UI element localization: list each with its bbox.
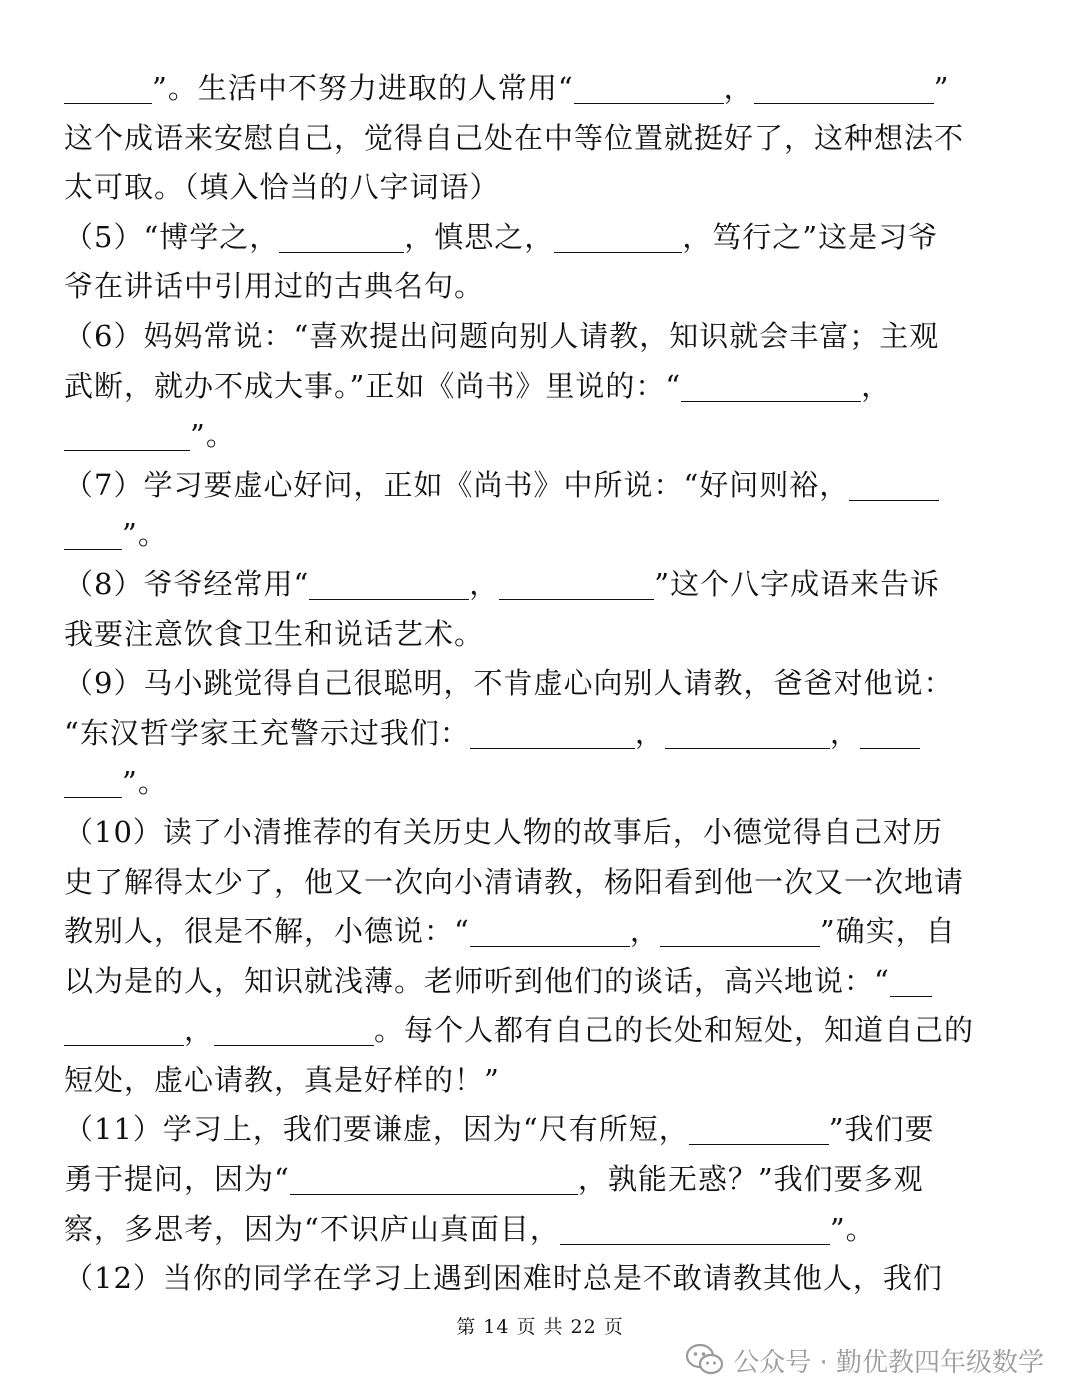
text-segment: ，慎思之， xyxy=(404,219,555,254)
answer-blank[interactable] xyxy=(860,718,920,749)
text-segment: ”。 xyxy=(829,1211,876,1246)
answer-blank[interactable] xyxy=(470,916,630,947)
text-line xyxy=(64,907,1016,957)
text-line xyxy=(64,411,1016,461)
text-segment: 爷在讲话中引用过的古典名句。 xyxy=(64,269,485,304)
text-line xyxy=(64,163,1016,213)
text-segment: 史了解得太少了，他又一次向小清请教，杨阳看到他一次又一次地请 xyxy=(64,864,965,899)
answer-blank[interactable] xyxy=(64,420,190,451)
watermark-text: 公众号 · 勤优教四年级数学 xyxy=(733,1347,1044,1378)
text-segment: ”。 xyxy=(122,765,168,800)
text-segment: 短处，虚心请教，真是好样的！” xyxy=(64,1062,500,1097)
text-segment: 太可取。（填入恰当的八字词语） xyxy=(64,170,500,205)
text-line xyxy=(64,709,1016,759)
text-line xyxy=(64,610,1016,660)
text-segment: ”这个八字成语来告诉 xyxy=(654,566,941,601)
answer-blank[interactable] xyxy=(214,1015,374,1046)
text-line xyxy=(64,560,1016,610)
answer-blank[interactable] xyxy=(681,371,861,402)
text-segment: 以为是的人，知识就浅薄。老师听到他们的谈话，高兴地说：“ xyxy=(64,963,890,998)
text-segment: （6）妈妈常说：“喜欢提出问题向别人请教，知识就会丰富；主观 xyxy=(64,318,940,353)
text-segment: 勇于提问，因为“ xyxy=(64,1162,290,1197)
answer-blank[interactable] xyxy=(849,470,939,501)
text-segment: ， xyxy=(634,715,665,750)
wechat-icon xyxy=(685,1343,725,1377)
answer-blank[interactable] xyxy=(660,916,820,947)
text-line xyxy=(64,213,1016,263)
text-segment: （9）马小跳觉得自己很聪明，不肯虚心向别人请教，爸爸对他说： xyxy=(64,666,954,701)
text-segment: ”。生活中不努力进取的人常用“ xyxy=(152,71,574,105)
text-segment: ”确实，自 xyxy=(819,914,956,949)
answer-blank[interactable] xyxy=(64,73,152,104)
text-line xyxy=(64,461,1016,511)
answer-blank[interactable] xyxy=(574,73,724,104)
answer-blank[interactable] xyxy=(64,519,122,550)
text-segment: ”我们要 xyxy=(828,1112,935,1147)
text-line xyxy=(64,1205,1016,1255)
text-segment: ”。 xyxy=(190,418,236,453)
page-number: 第 14 页 共 22 页 xyxy=(456,1316,624,1338)
answer-blank[interactable] xyxy=(554,222,682,253)
text-segment: 武断，就办不成大事。”正如《尚书》里说的：“ xyxy=(64,368,682,403)
answer-blank[interactable] xyxy=(279,222,404,253)
text-line xyxy=(64,808,1016,858)
text-segment: 我要注意饮食卫生和说话艺术。 xyxy=(64,616,485,651)
text-segment: “东汉哲学家王充警示过我们： xyxy=(64,715,470,750)
answer-blank[interactable] xyxy=(64,767,122,798)
text-segment: （10）读了小清推荐的有关历史人物的故事后，小德觉得自己对历 xyxy=(64,814,943,849)
answer-blank[interactable] xyxy=(689,1114,829,1145)
text-segment: ， xyxy=(723,71,754,105)
answer-blank[interactable] xyxy=(499,569,654,600)
text-line xyxy=(64,64,1016,114)
text-segment: ， xyxy=(469,566,500,601)
text-line xyxy=(64,362,1016,412)
answer-blank[interactable] xyxy=(470,718,635,749)
text-line xyxy=(64,510,1016,560)
text-segment: 察，多思考，因为“不识庐山真面目， xyxy=(64,1211,560,1246)
text-line xyxy=(64,1105,1016,1155)
text-line xyxy=(64,1155,1016,1205)
text-line xyxy=(64,1006,1016,1056)
text-segment: （12）当你的同学在学习上遇到困难时总是不敢请教其他人，我们 xyxy=(64,1261,943,1296)
text-segment: ，笃行之”这是习爷 xyxy=(682,219,939,254)
text-segment: （7）学习要虚心好问，正如《尚书》中所说：“好问则裕， xyxy=(64,467,850,502)
watermark xyxy=(685,1340,1044,1380)
text-segment: ” xyxy=(933,71,950,105)
answer-blank[interactable] xyxy=(64,1015,184,1046)
answer-blank[interactable] xyxy=(309,569,469,600)
document-body xyxy=(64,64,1016,1304)
text-line xyxy=(64,758,1016,808)
text-segment: ， xyxy=(629,914,660,949)
answer-blank[interactable] xyxy=(290,1164,578,1195)
text-line xyxy=(64,957,1016,1007)
text-line xyxy=(64,1254,1016,1304)
answer-blank[interactable] xyxy=(665,718,830,749)
text-line xyxy=(64,262,1016,312)
text-segment: 。每个人都有自己的长处和短处，知道自己的 xyxy=(374,1013,975,1048)
text-line xyxy=(64,858,1016,908)
text-segment: 这个成语来安慰自己，觉得自己处在中等位置就挺好了，这种想法不 xyxy=(64,120,965,155)
text-segment: ， xyxy=(829,715,860,750)
text-line xyxy=(64,659,1016,709)
text-segment: ，孰能无惑？”我们要多观 xyxy=(577,1162,924,1197)
text-segment: ”。 xyxy=(122,517,168,552)
answer-blank[interactable] xyxy=(754,73,934,104)
text-line xyxy=(64,114,1016,164)
text-segment: （5）“博学之， xyxy=(64,219,280,254)
text-segment: 教别人，很是不解，小德说：“ xyxy=(64,914,470,949)
text-segment: ， xyxy=(184,1013,215,1048)
answer-blank[interactable] xyxy=(560,1214,830,1245)
text-line xyxy=(64,1056,1016,1106)
text-segment: ， xyxy=(861,368,892,403)
answer-blank[interactable] xyxy=(890,966,932,997)
text-line xyxy=(64,312,1016,362)
text-segment: （8）爷爷经常用“ xyxy=(64,566,310,601)
text-segment: （11）学习上，我们要谦虚，因为“尺有所短， xyxy=(64,1112,689,1147)
